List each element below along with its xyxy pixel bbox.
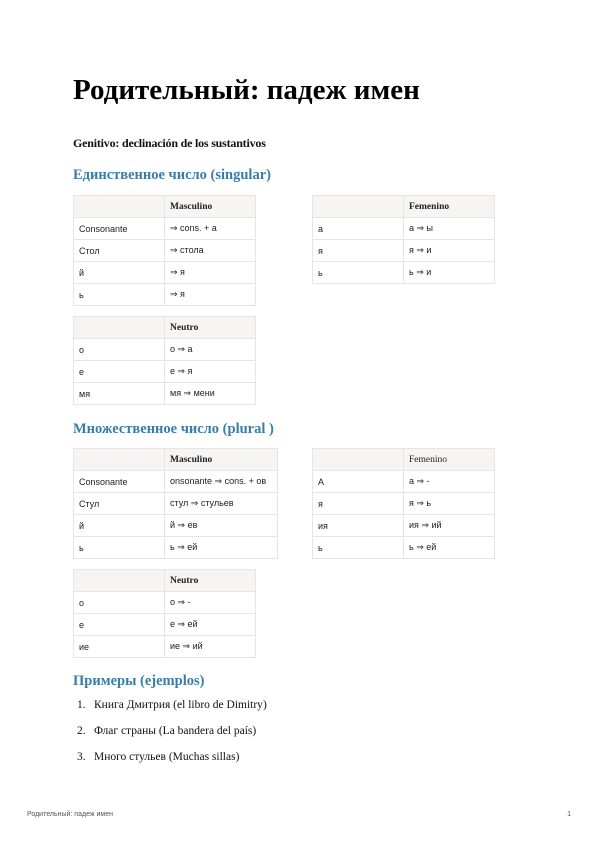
examples-heading: Примеры (ejemplos) [73, 673, 205, 689]
singular-feminine-table [312, 195, 495, 284]
rule-cell: я ⇒ и [404, 240, 495, 262]
ending-cell: о [74, 592, 165, 614]
table-row [74, 614, 256, 636]
rule-cell: о ⇒ а [165, 339, 256, 361]
ending-cell: е [74, 614, 165, 636]
rule-cell: onsonante ⇒ cons. + ов [165, 471, 278, 493]
example-closing: ) [262, 699, 267, 711]
plural-heading: Множественное число (plural ) [73, 421, 274, 437]
example-spanish: (Muchas sillas) [168, 751, 240, 763]
header-cell [313, 196, 404, 218]
rule-cell: ⇒ стола [165, 240, 256, 262]
header-cell [74, 317, 165, 339]
ending-cell: ия [313, 515, 404, 537]
rule-cell: я ⇒ ь [404, 493, 495, 515]
ending-cell: я [313, 493, 404, 515]
table-row [74, 361, 256, 383]
header-cell: Femenino [404, 449, 495, 471]
header-cell: Neutro [165, 570, 256, 592]
table-row [74, 471, 278, 493]
table-row [74, 339, 256, 361]
list-number: 1. [77, 699, 86, 711]
list-item [77, 723, 267, 749]
list-number: 3. [77, 751, 86, 763]
table-row [313, 218, 495, 240]
page-number: 1 [567, 811, 571, 818]
rule-cell: мя ⇒ мени [165, 383, 256, 405]
table-header-row [74, 449, 278, 471]
list-item [77, 697, 267, 723]
rule-cell: а ⇒ - [404, 471, 495, 493]
ending-cell: Consonante [74, 471, 165, 493]
table-row [74, 218, 256, 240]
rule-cell: е ⇒ ей [165, 614, 256, 636]
table-row [74, 240, 256, 262]
header-cell [74, 449, 165, 471]
rule-cell: ь ⇒ ей [404, 537, 495, 559]
example-spanish: el libro de Dimitry [177, 699, 263, 711]
ending-cell: ь [313, 537, 404, 559]
plural-masculine-table [73, 448, 278, 559]
example-russian: Флаг страны [94, 725, 159, 737]
rule-cell: ⇒ я [165, 262, 256, 284]
header-cell: Femenino [404, 196, 495, 218]
table-header-row [74, 196, 256, 218]
ending-cell: й [74, 262, 165, 284]
list-item [77, 749, 267, 775]
table-row [74, 592, 256, 614]
ending-cell: ь [74, 537, 165, 559]
example-russian: Много стульев [94, 751, 169, 763]
singular-neuter-table [73, 316, 256, 405]
table-row [74, 537, 278, 559]
table-row [313, 240, 495, 262]
ending-cell: ь [74, 284, 165, 306]
table-row [74, 383, 256, 405]
page-title: Родительный: падеж имен [73, 74, 420, 106]
header-cell [74, 570, 165, 592]
rule-cell: ь ⇒ ей [165, 537, 278, 559]
page-subtitle: Genitivo: declinación de los sustantivos [73, 136, 266, 150]
rule-cell: ⇒ я [165, 284, 256, 306]
table-header-row [74, 570, 256, 592]
ending-cell: я [313, 240, 404, 262]
header-cell [74, 196, 165, 218]
rule-cell: а ⇒ ы [404, 218, 495, 240]
ending-cell: Стол [74, 240, 165, 262]
table-header-row [74, 317, 256, 339]
header-cell [313, 449, 404, 471]
plural-neuter-table [73, 569, 256, 658]
ending-cell: мя [74, 383, 165, 405]
ending-cell: й [74, 515, 165, 537]
table-row [313, 493, 495, 515]
example-russian: Книга Дмитрия ( [94, 699, 178, 711]
table-row [74, 515, 278, 537]
rule-cell: стул ⇒ стульев [165, 493, 278, 515]
plural-feminine-table [312, 448, 495, 559]
singular-heading: Единственное число (singular) [73, 167, 271, 183]
ending-cell: Consonante [74, 218, 165, 240]
list-number: 2. [77, 725, 86, 737]
ending-cell: о [74, 339, 165, 361]
example-spanish: (La bandera del país) [158, 725, 257, 737]
header-cell: Neutro [165, 317, 256, 339]
ending-cell: ь [313, 262, 404, 284]
table-row [313, 262, 495, 284]
table-row [74, 284, 256, 306]
table-row [74, 493, 278, 515]
rule-cell: ⇒ cons. + a [165, 218, 256, 240]
footer-title: Родительный: падеж имен [27, 811, 114, 818]
rule-cell: й ⇒ ев [165, 515, 278, 537]
rule-cell: ие ⇒ ий [165, 636, 256, 658]
header-cell: Masculino [165, 449, 278, 471]
table-row [313, 515, 495, 537]
examples-list [77, 697, 267, 775]
rule-cell: е ⇒ я [165, 361, 256, 383]
singular-masculine-table [73, 195, 256, 306]
ending-cell: А [313, 471, 404, 493]
table-row [313, 537, 495, 559]
table-header-row [313, 449, 495, 471]
ending-cell: а [313, 218, 404, 240]
table-header-row [313, 196, 495, 218]
ending-cell: Стул [74, 493, 165, 515]
rule-cell: ия ⇒ ий [404, 515, 495, 537]
table-row [313, 471, 495, 493]
table-row [74, 262, 256, 284]
table-row [74, 636, 256, 658]
ending-cell: ие [74, 636, 165, 658]
rule-cell: о ⇒ - [165, 592, 256, 614]
header-cell: Masculino [165, 196, 256, 218]
rule-cell: ь ⇒ и [404, 262, 495, 284]
ending-cell: е [74, 361, 165, 383]
